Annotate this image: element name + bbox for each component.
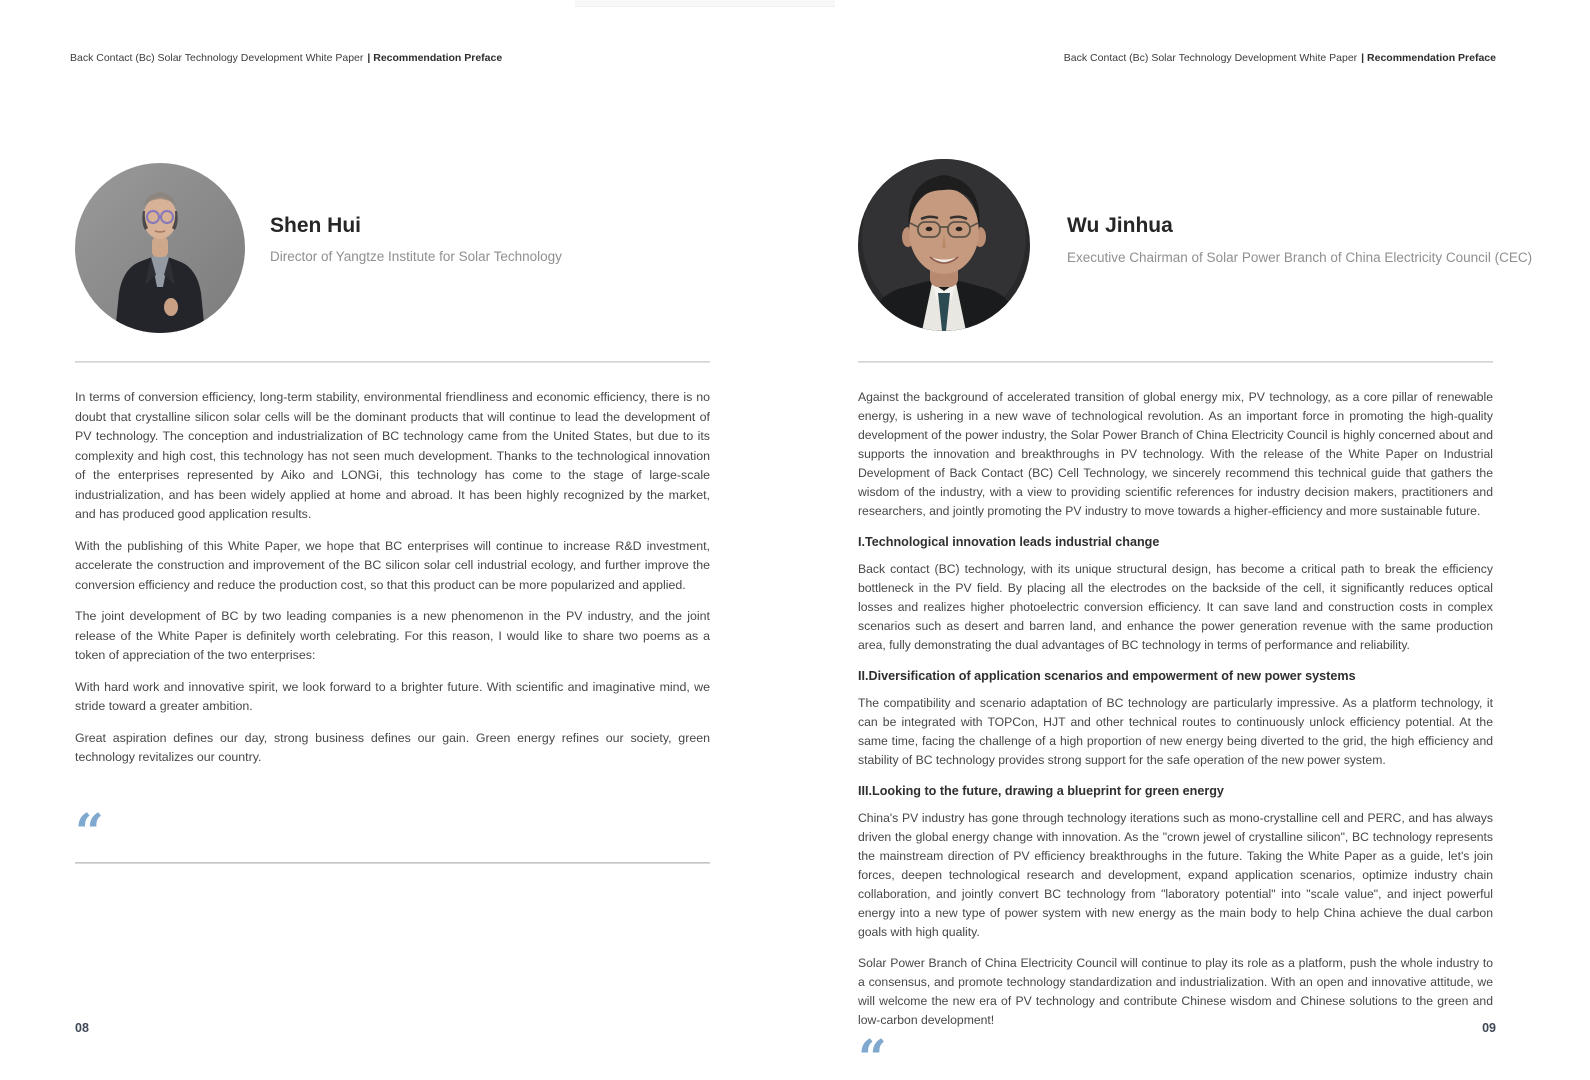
author-name-left: Shen Hui (270, 214, 362, 237)
paragraph: The compatibility and scenario adaptation of BC technology are particularly impressive. As a platform technology, it can be integrated with TOPCon, HJT and other technical routes to continuously unlock efficiency potential. At the same time, facing the challenge of a high proportion of new energy being diverted to the grid, the high efficiency and stability of BC technology provides strong support for the safe operation of the new power system. (858, 696, 1493, 767)
right-page-body (858, 388, 1493, 1080)
paragraph: Great aspiration defines our day, strong business defines our gain. Green energy refines our society, green technology revitalizes our country. (75, 730, 710, 764)
author-title-left: Director of Yangtze Institute for Solar Technology (270, 249, 562, 264)
paragraph: Solar Power Branch of China Electricity Council will continue to play its role as a platform, push the whole industry to a consensus, and promote technology standardization and industrialization. With an open and innovative attitude, we will welcome the new era of PV technology and contribute Chinese wisdom and Chinese solutions to the green and low-carbon development! (858, 956, 1493, 1027)
portrait-wu-jinhua (858, 159, 1030, 331)
paragraph: Back contact (BC) technology, with its unique structural design, has become a critical path to break the efficiency bottleneck in the PV field. By placing all the electrodes on the backside of the cell, it significantly reduces optical losses and realizes higher photoelectric conversion efficiency. It can save land and construction costs in complex scenarios such as desert and barren land, and enhance the power generation revenue with the same production area, fully demonstrating the dual advantages of BC technology in terms of performance and reliability. (858, 562, 1493, 652)
open-quote-icon: “ (858, 1028, 887, 1080)
author-name-right: Wu Jinhua (1067, 214, 1173, 237)
running-header-left (70, 52, 502, 64)
section-heading-2: II.Diversification of application scenarios and empowerment of new power systems (858, 669, 1356, 683)
profile-divider-left (75, 361, 710, 363)
running-header-right (1064, 52, 1496, 64)
portrait-shen-hui (75, 163, 245, 333)
paragraph: The joint development of BC by two leading companies is a new phenomenon in the PV industry, and the joint release of the White Paper is definitely worth celebrating. For this reason, I would like to share two poems as a token of appreciation of the two enterprises: (75, 609, 710, 662)
page-number-right: 09 (1482, 1021, 1496, 1035)
running-header-title: Back Contact (Bc) Solar Technology Development White Paper (1063, 52, 1358, 64)
page-number-left: 08 (75, 1021, 89, 1035)
paragraph: With the publishing of this White Paper, we hope that BC enterprises will continue to increase R&D investment, accelerate the construction and improvement of the BC silicon solar cell industrial ecology, and further improve the conversion efficiency and reduce the production cost, so that this product can be more popularized and applied. (75, 538, 710, 592)
profile-divider-right (858, 361, 1493, 363)
quote-divider-left (75, 862, 710, 864)
quote-block-right (858, 1028, 1493, 1080)
paragraph: China's PV industry has gone through technology iterations such as mono-crystalline cell and PERC, and has always driven the global energy change with innovation. As the "crown jewel of crystalline silicon", BC technology represents the mainstream direction of PV efficiency breakthroughs in the future. Taking the White Paper as a guide, let's join forces, deepen technological research and development, expand application scenarios, optimize industry chain collaboration, and jointly convert BC technology from "laboratory potential" into "scale value", and inject powerful energy into a new type of power system with new energy as the main body to help China achieve the dual carbon goals with high quality. (858, 811, 1493, 939)
section-heading-3: III.Looking to the future, drawing a blueprint for green energy (858, 784, 1224, 798)
left-page-body (75, 388, 710, 864)
paragraph: With hard work and innovative spirit, we look forward to a brighter future. With scientific and imaginative mind, we stride toward a greater ambition. (75, 679, 710, 713)
paragraph: Against the background of accelerated transition of global energy mix, PV technology, as a core pillar of renewable energy, is ushering in a new wave of technological revolution. As an important force in promoting the high-quality development of the power industry, the Solar Power Branch of China Electricity Council is highly concerned about and supports the innovation and breakthroughs in PV technology. With the release of the White Paper on Industrial Development of Back Contact (BC) Cell Technology, we sincerely recommend this technical guide that gathers the wisdom of the industry, with a view to providing scientific references for industry decision makers, practitioners and researchers, and jointly promoting the PV industry to move towards a higher-efficiency and more sustainable future. (858, 390, 1493, 518)
author-title-right: Executive Chairman of Solar Power Branch of China Electricity Council (CEC) (1067, 250, 1533, 265)
section-heading-1: I.Technological innovation leads industrial change (858, 535, 1160, 549)
running-header-title: Back Contact (Bc) Solar Technology Development White Paper (70, 52, 364, 64)
running-header-section: | Recommendation Preface (367, 52, 503, 64)
open-quote-icon: “ (75, 801, 104, 861)
paragraph: In terms of conversion efficiency, long-term stability, environmental friendliness and economic efficiency, there is no doubt that crystalline silicon solar cells will be the dominant products that will continue to lead the development of PV technology. The conception and industrialization of BC technology came from the United States, but due to its complexity and high cost, this technology has not seen much development. Thanks to the technological innovation of the enterprises represented by Aiko and LONGi, this technology has come to the stage of large-scale industrialization, and has been widely applied at home and abroad. It has been highly recognized by the market, and has produced good application results. (75, 390, 710, 521)
top-edge-artifact (575, 0, 835, 7)
running-header-section: | Recommendation Preface (1361, 52, 1496, 64)
quote-block-left (75, 801, 710, 864)
